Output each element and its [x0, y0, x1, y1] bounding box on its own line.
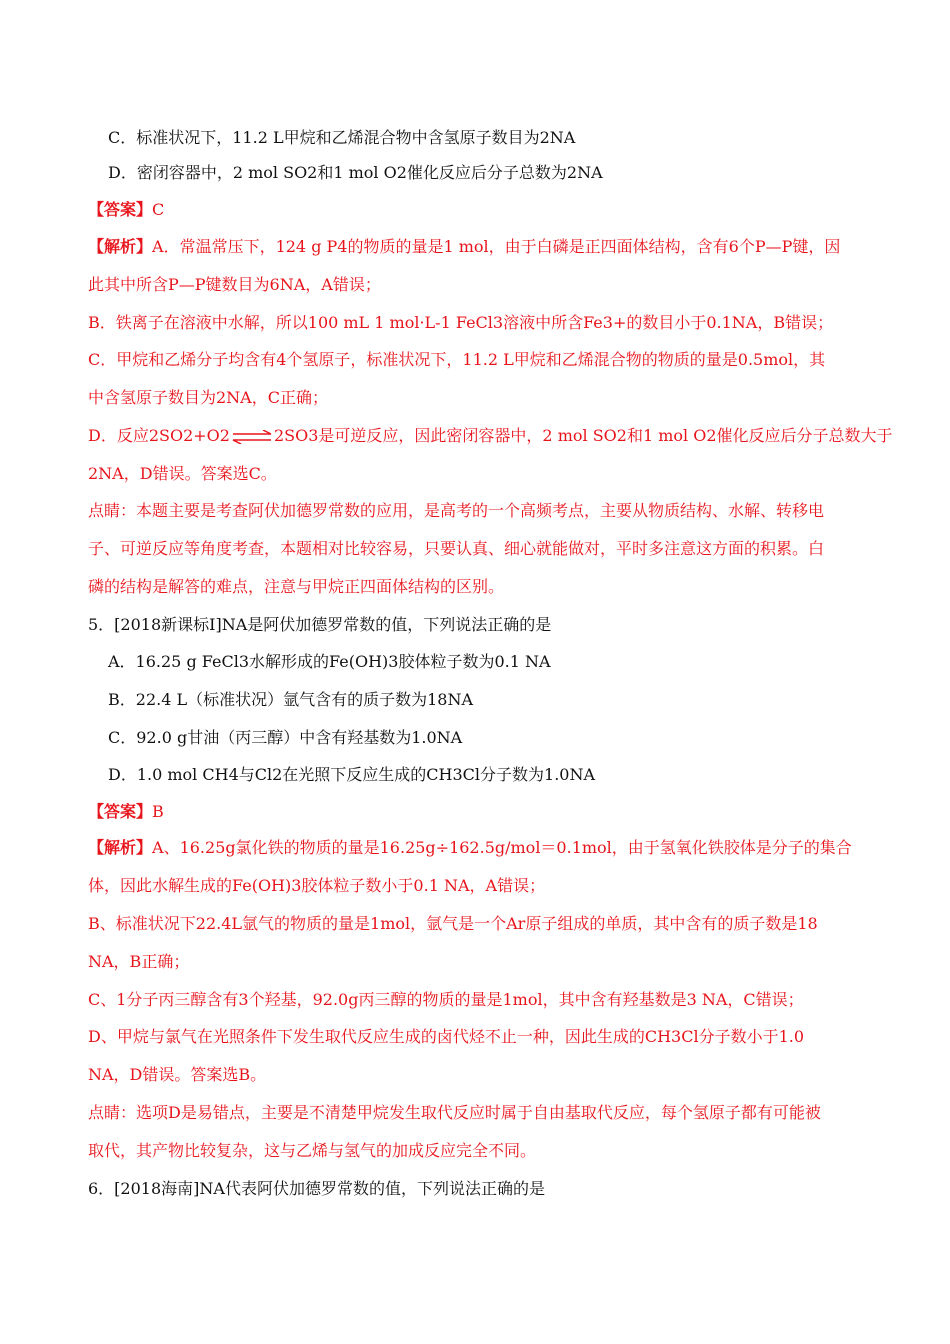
question5-option-b: B．22.4 L（标准状况）氩气含有的质子数为18NA — [108, 690, 474, 709]
answer5-tag: 【答案】 — [88, 802, 153, 821]
prev-option-d: D．密闭容器中，2 mol SO2和1 mol O2催化反应后分子总数为2NA — [108, 163, 603, 182]
analysis-b-line: B．铁离子在溶液中水解，所以100 mL 1 mol·L-1 FeCl3溶液中所含Fe3+的数目小于0.1NA，B错误； — [88, 313, 834, 332]
reaction-reactants: D．反应2SO2+O2 — [88, 426, 230, 445]
analysis-d-line2: 2NA，D错误。答案选C。 — [88, 464, 277, 483]
analysis5-c-line: C、1分子丙三醇含有3个羟基，92.0g丙三醇的物质的量是1mol，其中含有羟基数是3 NA，C错误； — [88, 990, 804, 1009]
note5-line1: 点睛：选项D是易错点，主要是不清楚甲烷发生取代反应时属于自由基取代反应，每个氢原子都有可能被 — [88, 1103, 821, 1122]
analysis-c-line2: 中含氢原子数目为2NA，C正确； — [88, 388, 328, 407]
note-line1: 点睛：本题主要是考查阿伏加德罗常数的应用，是高考的一个高频考点，主要从物质结构、水解、转移电 — [88, 501, 825, 520]
analysis5-b-line1: B、标准状况下22.4L氩气的物质的量是1mol，氩气是一个Ar原子组成的单质，其中含有的质子数是18 — [88, 914, 818, 933]
analysis-tag: 【解析】 — [88, 237, 153, 256]
analysis-d-line1 — [88, 426, 893, 446]
analysis5-a-text: A、16.25g氯化铁的物质的量是16.25g÷162.5g/mol＝0.1mol，由于氢氧化铁胶体是分子的集合 — [152, 838, 852, 857]
analysis5-b-line2: NA，B正确； — [88, 952, 190, 971]
prev-option-c: C．标准状况下，11.2 L甲烷和乙烯混合物中含氢原子数目为2NA — [108, 128, 576, 147]
analysis-c-line1: C．甲烷和乙烯分子均含有4个氢原子，标准状况下，11.2 L甲烷和乙烯混合物的物质的量是0.5mol，其 — [88, 350, 826, 369]
analysis5-d-line2: NA，D错误。答案选B。 — [88, 1065, 267, 1084]
question6-stem: 6．[2018海南]NA代表阿伏加德罗常数的值，下列说法正确的是 — [88, 1179, 545, 1198]
analysis5-tag: 【解析】 — [88, 838, 153, 857]
answer5-line — [88, 802, 164, 822]
analysis5-a-line2: 体，因此水解生成的Fe(OH)3胶体粒子数小于0.1 NA，A错误； — [88, 876, 546, 895]
answer-tag: 【答案】 — [88, 200, 153, 219]
equilibrium-arrow-icon — [232, 430, 272, 444]
question5-option-d: D．1.0 mol CH4与Cl2在光照下反应生成的CH3Cl分子数为1.0NA — [108, 765, 596, 784]
question5-option-c: C．92.0 g甘油（丙三醇）中含有羟基数为1.0NA — [108, 728, 463, 747]
reaction-rest: 2SO3是可逆反应，因此密闭容器中，2 mol SO2和1 mol O2催化反应后分子总数大于 — [273, 426, 893, 445]
analysis-a-line2: 此其中所含P—P键数目为6NA，A错误； — [88, 275, 381, 294]
answer5-value: B — [152, 802, 164, 821]
analysis-a-line1 — [88, 237, 840, 257]
note5-line2: 取代，其产物比较复杂，这与乙烯与氢气的加成反应完全不同。 — [88, 1141, 537, 1160]
note-line3: 磷的结构是解答的难点，注意与甲烷正四面体结构的区别。 — [88, 577, 505, 596]
answer-value: C — [152, 200, 165, 219]
analysis5-a-line1 — [88, 838, 852, 858]
answer-line — [88, 200, 164, 220]
analysis-a-text: A．常温常压下，124 g P4的物质的量是1 mol，由于白磷是正四面体结构，含有6个P—P键，因 — [152, 237, 841, 256]
question5-stem: 5．[2018新课标Ⅰ]NA是阿伏加德罗常数的值，下列说法正确的是 — [88, 615, 552, 634]
analysis5-d-line1: D、甲烷与氯气在光照条件下发生取代反应生成的卤代烃不止一种，因此生成的CH3Cl分子数小于1.0 — [88, 1027, 805, 1046]
question5-option-a: A．16.25 g FeCl3水解形成的Fe(OH)3胶体粒子数为0.1 NA — [108, 652, 551, 671]
note-line2: 子、可逆反应等角度考查，本题相对比较容易，只要认真、细心就能做对，平时多注意这方面的积累。白 — [88, 539, 825, 558]
